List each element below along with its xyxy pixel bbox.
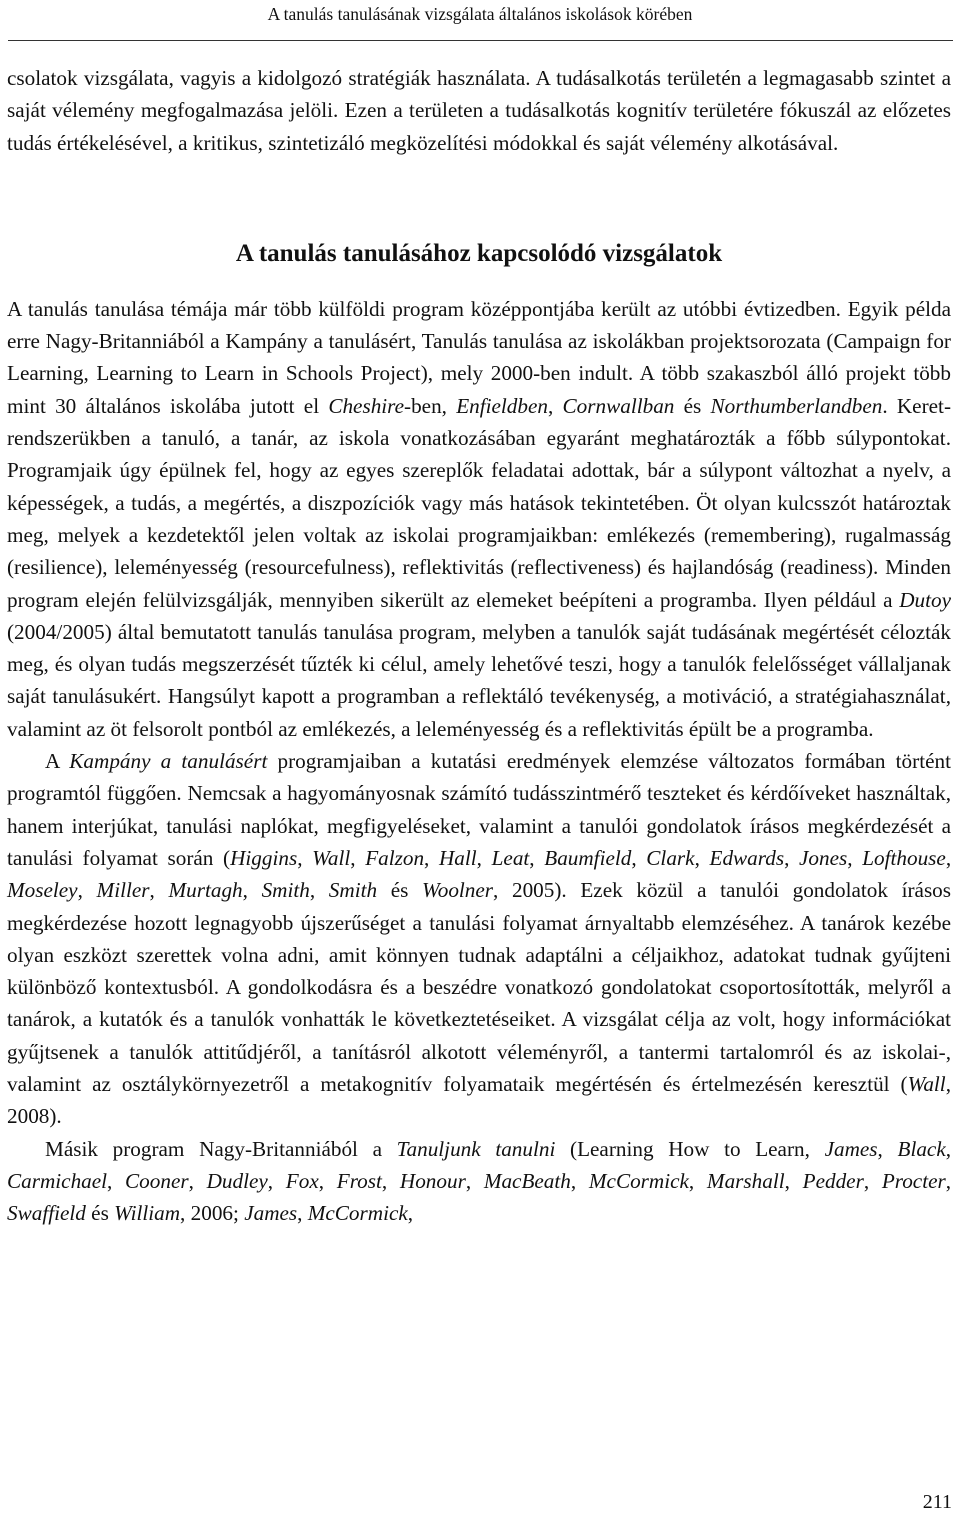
- italic-author: Hall: [439, 845, 477, 870]
- paragraph-learning-how-to-learn: [7, 1133, 951, 1230]
- italic-place-name: Northumberlandben: [710, 393, 883, 418]
- text-run: A: [45, 749, 70, 774]
- text-run: -ben,: [404, 393, 457, 418]
- italic-author: Cooner: [125, 1168, 189, 1193]
- text-run: ,: [847, 845, 863, 870]
- italic-author: Pedder: [802, 1168, 864, 1193]
- italic-author: Dutoy: [899, 587, 951, 612]
- text-run: ,: [631, 845, 647, 870]
- intro-paragraph: csolatok vizsgálata, vagyis a kidolgozó stratégiák használata. A tudásalkotás területén a legmagasabb szintet a saját vélemény megfogalmazása jelöli. Ezen a területen a tudásalkotás kognitív területére fókuszál az előzetes tudás értékelésével, a kritikus, szintetizáló megközelítési módokkal és saját vélemény alkotásával.: [7, 66, 951, 155]
- italic-author: Swaffield: [7, 1201, 86, 1226]
- italic-author: Frost: [336, 1168, 382, 1193]
- text-run: ,: [77, 878, 97, 903]
- text-run: ,: [945, 1136, 952, 1161]
- text-run: (Learning How to Learn,: [555, 1136, 825, 1161]
- text-run: ,: [570, 1168, 589, 1193]
- text-run: ,: [297, 1201, 308, 1226]
- text-run: ,: [309, 878, 329, 903]
- italic-author: Marshall: [706, 1168, 785, 1193]
- text-run: , 2008).: [7, 1072, 951, 1129]
- header-rule: [8, 40, 953, 41]
- text-run: ,: [863, 1168, 882, 1193]
- text-run: ,: [784, 845, 800, 870]
- italic-author: McCormick: [588, 1168, 689, 1193]
- text-run: ,: [407, 1201, 414, 1226]
- italic-program-name: Tanuljunk tanulni: [396, 1136, 556, 1161]
- italic-author: MacBeath: [483, 1168, 571, 1193]
- italic-author: Jones: [799, 845, 848, 870]
- page-body: [7, 62, 951, 1230]
- text-run: ,: [107, 1168, 126, 1193]
- italic-program-name: Kampány a tanulásért: [69, 749, 268, 774]
- text-run: ,: [548, 393, 563, 418]
- italic-author: James: [244, 1201, 298, 1226]
- text-run: és: [85, 1201, 115, 1226]
- italic-author: Murtagh: [168, 878, 243, 903]
- paragraph-research-analysis: [7, 745, 951, 1133]
- text-run: ,: [242, 878, 262, 903]
- italic-author: Higgins: [230, 845, 298, 870]
- italic-author: Wall: [312, 845, 351, 870]
- text-run: ,: [149, 878, 169, 903]
- text-run: ,: [945, 845, 952, 870]
- italic-author: Black: [897, 1136, 946, 1161]
- italic-author: Lofthouse: [862, 845, 946, 870]
- text-run: . Keretrendszerükben a tanuló, a tanár, az iskola vonatkozásában egyaránt meghatározták a főbb súlypontokat. Programjaik úgy épülnek fel, hogy az egyes szereplők feladatai adottak, bár a súlypont változhat a nyelv, a képességek, a tudás, a megértés, a diszpozíciók vagy más hatások tekintetében. Öt olyan kulcsszót határoztak meg, melyek a kezdetektől jelen voltak az iskolai programjaikban: emlékezés (remembering), rugalmasság (resilience), leleményesség (resourcefulness), reflektivitás (reflectiveness) és hajlandóság (readiness). Minden program elején felülvizsgálják, mennyiben sikerült az elemeket beépíteni a programba. Ilyen például a: [7, 393, 951, 612]
- text-run: , 2006;: [180, 1201, 245, 1226]
- text-run: , 2005). Ezek közül a tanulói gondolatok írásos megkérdezése hozott legnagyobb újszerűséget a tanulási folyamat árnyaltabb elemzéséhez. A tanárok kezébe olyan eszközt szerettek volna adni, amit könnyen tudnak adaptálni a céljaikhoz, adatokat tudnak gyűjteni különböző kontextusból. A gondolkodásra és a beszédre vonatkozó gondolatokat csoportosították, melyről a tanárok, a kutatók és a tanulók vonhatták le következtetéseiket. A vizsgálat célja az volt, hogy információkat gyűjtsenek a tanulók attitűdjéről, a tanításról alkotott véleményről, a tantermi tartalomról és az iskolai-, valamint az osztálykörnyezetről a metakognitív folyamataik megértésén és értelmezésén keresztül (: [7, 878, 952, 1097]
- italic-author: Baumfield: [544, 845, 632, 870]
- italic-author: McCormick: [307, 1201, 408, 1226]
- text-run: ,: [297, 845, 313, 870]
- text-run: ,: [381, 1168, 400, 1193]
- text-run: ,: [318, 1168, 337, 1193]
- text-run: ,: [476, 845, 492, 870]
- text-run: ,: [694, 845, 710, 870]
- italic-place-name: Cheshire: [328, 393, 405, 418]
- italic-author: Woolner: [422, 878, 494, 903]
- italic-author: Edwards: [709, 845, 785, 870]
- text-run: ,: [267, 1168, 286, 1193]
- italic-author: Clark: [646, 845, 695, 870]
- text-run: (2004/2005) által bemutatott tanulás tanulása program, melyben a tanulók saját tudásának megértését célozták meg, és olyan tudás megszerzését tűzték ki célul, amely lehetővé teszi, hogy a tanulók felelősséget vállaljanak saját tanulásukért. Hangsúlyt kapott a programban a reflektáló tevékenység, a motiváció, a stratégiahasználat, valamint az öt felsorolt pontból az emlékezés, a leleményesség és a reflektivitás épült be a programba.: [7, 619, 951, 741]
- italic-author: William: [114, 1201, 181, 1226]
- italic-author: James: [824, 1136, 878, 1161]
- italic-author: Miller: [96, 878, 150, 903]
- italic-place-name: Enfieldben: [456, 393, 548, 418]
- page-number: 211: [922, 1491, 952, 1513]
- italic-author: Smith: [328, 878, 378, 903]
- paragraph-campaign-for-learning: [7, 293, 951, 745]
- text-run: ,: [688, 1168, 707, 1193]
- text-run: ,: [350, 845, 366, 870]
- text-run: és: [377, 878, 423, 903]
- italic-author: Honour: [399, 1168, 466, 1193]
- italic-author: Wall: [907, 1072, 946, 1097]
- text-run: ,: [188, 1168, 207, 1193]
- italic-author: Leat: [491, 845, 530, 870]
- text-run: programjaiban a kutatási eredmények elemzése változatos formában történt programtól függően. Nemcsak a hagyományosnak számító tudásszintmérő teszteket és kérdőíveket használtak, hanem interjúkat, tanulási naplókat, megfigyeléseket, valamint a tanulói gondolatok írásos megkérdezését a tanulási folyamat során (: [7, 749, 951, 870]
- italic-author: Falzon: [365, 845, 425, 870]
- italic-author: Smith: [261, 878, 310, 903]
- text-run: ,: [877, 1136, 898, 1161]
- text-run: ,: [945, 1168, 952, 1193]
- italic-place-name: Cornwallban: [562, 393, 675, 418]
- text-run: Másik program Nagy-Britanniából a: [45, 1136, 397, 1161]
- section-title: A tanulás tanulásához kapcsolódó vizsgálatok: [235, 239, 723, 267]
- text-run: ,: [424, 845, 439, 870]
- italic-author: Moseley: [7, 878, 78, 903]
- text-run: és: [674, 393, 711, 418]
- italic-author: Carmichael: [7, 1168, 108, 1193]
- italic-author: Dudley: [206, 1168, 268, 1193]
- text-run: ,: [465, 1168, 484, 1193]
- text-run: A tanulás tanulása témája már több külföldi program középpontjába került az utóbbi évtizedben. Egyik példa erre Nagy-Britanniából a Kampány a tanulásért, Tanulás tanulása az iskolákban projektsorozata (Campaign for Learning, Learning to Learn in Schools Project), mely 2000-ben indult. A több szakaszból álló projekt több mint 30 általános iskolába jutott el: [7, 296, 951, 418]
- text-run: ,: [529, 845, 545, 870]
- italic-author: Procter: [881, 1168, 946, 1193]
- running-header: A tanulás tanulásának vizsgálata általános iskolások körében: [267, 4, 693, 24]
- text-run: ,: [784, 1168, 803, 1193]
- italic-author: Fox: [285, 1168, 319, 1193]
